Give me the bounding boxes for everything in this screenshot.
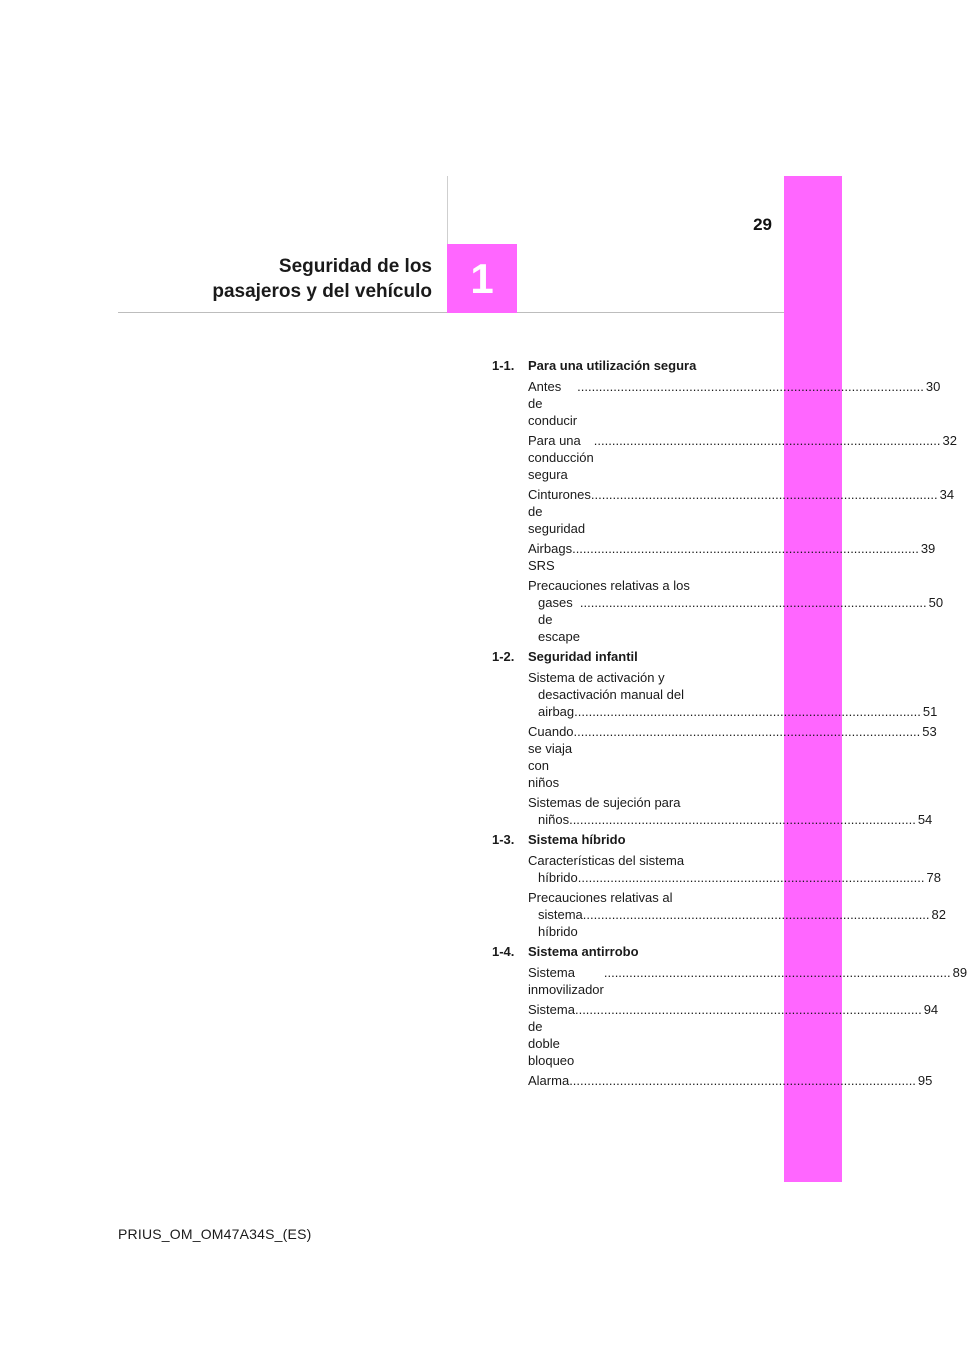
leader-dots (604, 964, 951, 998)
toc-entry-title: Cinturones de seguridad (528, 486, 591, 536)
toc-entry-page: 89 (952, 964, 967, 980)
toc-entry-title: Sistema inmovilizador (528, 964, 604, 997)
toc-entry-title: Antes de conducir (528, 378, 578, 428)
toc-entry[interactable] (528, 376, 941, 430)
toc-entry[interactable] (528, 999, 939, 1070)
toc-entry-page: 50 (928, 594, 944, 610)
toc-entry-title-line: híbrido (538, 869, 578, 885)
toc-entry-page: 82 (931, 906, 946, 922)
toc-section-title: Sistema antirrobo (528, 944, 639, 959)
document-code: PRIUS_OM_OM47A34S_(ES) (118, 1226, 312, 1242)
toc-entry-page: 54 (917, 811, 933, 827)
toc-section-number: 1-2. (492, 649, 515, 664)
toc-section-number: 1-4. (492, 944, 515, 959)
toc-entry-title-line: Sistemas de sujeción para (528, 794, 681, 810)
toc-entry[interactable] (528, 962, 967, 999)
chapter-number: 1 (470, 254, 494, 302)
toc-entry-page: 94 (923, 1001, 939, 1017)
toc-section-title: Sistema híbrido (528, 832, 626, 847)
leader-dots (580, 594, 927, 611)
chapter-title (150, 254, 432, 304)
toc-entry[interactable] (528, 792, 933, 829)
toc-entry-title-line: Precauciones relativas a los (528, 577, 690, 593)
leader-dots (572, 540, 919, 574)
toc-entry[interactable] (528, 667, 938, 721)
toc-entry-title-line: airbag (538, 703, 575, 719)
toc-entry-page: 51 (922, 703, 938, 719)
toc-entry-title: Alarma (528, 1072, 570, 1088)
toc-entry[interactable] (528, 721, 937, 792)
leader-dots (594, 432, 941, 483)
toc-entry-title-line: Precauciones relativas al (528, 889, 673, 905)
page-number: 29 (753, 215, 772, 234)
toc-entry[interactable] (528, 484, 955, 538)
leader-dots (578, 869, 925, 886)
toc-entry-title-line: Características del sistema (528, 852, 685, 868)
leader-dots (569, 811, 916, 828)
leader-dots (575, 1001, 922, 1069)
chapter-title-line2: pasajeros y del vehículo (212, 281, 432, 302)
toc-entry-title-line: niños (538, 811, 570, 827)
toc-entry-page: 78 (926, 869, 941, 885)
toc-entry-page: 95 (917, 1072, 933, 1088)
toc-entry[interactable] (528, 575, 944, 646)
leader-dots (574, 703, 921, 720)
toc-section-heading[interactable] (492, 942, 740, 962)
toc-section-heading[interactable] (492, 356, 740, 376)
toc-entry-title-line: desactivación manual del (538, 686, 684, 702)
toc-entry-title: Airbags SRS (528, 540, 573, 573)
toc-entry-title: Sistema de doble bloqueo (528, 1001, 575, 1068)
toc-entry[interactable] (528, 887, 946, 941)
toc-entry-page: 34 (939, 486, 955, 502)
toc-entry-page: 32 (942, 432, 957, 448)
toc-entry-title: Cuando se viaja con niños (528, 723, 574, 790)
toc-entry-page: 53 (922, 723, 937, 739)
toc-entry-title: Para una conducción segura (528, 432, 594, 482)
toc-entry-page: 39 (920, 540, 936, 556)
toc-section-title: Seguridad infantil (528, 649, 638, 664)
toc-entry-page: 30 (925, 378, 941, 394)
leader-dots (569, 1072, 916, 1089)
toc-entry[interactable] (528, 1070, 933, 1090)
toc-entry[interactable] (528, 538, 936, 575)
toc-entry-title-line: sistema híbrido (538, 906, 583, 939)
toc-section-number: 1-3. (492, 832, 515, 847)
toc-entry[interactable] (528, 850, 941, 887)
chapter-number-box (447, 244, 517, 313)
leader-dots (574, 723, 921, 791)
leader-dots (577, 378, 924, 429)
leader-dots (583, 906, 930, 923)
toc-entry[interactable] (528, 430, 957, 484)
toc-section-heading[interactable] (492, 830, 740, 850)
chapter-title-line1: Seguridad de los (278, 256, 432, 277)
table-of-contents (492, 355, 967, 1090)
leader-dots (591, 486, 938, 537)
toc-entry-title-line: gases de escape (538, 594, 580, 644)
toc-section-number: 1-1. (492, 358, 515, 373)
toc-section-title: Para una utilización segura (528, 358, 697, 373)
toc-section-heading[interactable] (492, 647, 740, 667)
toc-entry-title-line: Sistema de activación y (528, 669, 665, 685)
